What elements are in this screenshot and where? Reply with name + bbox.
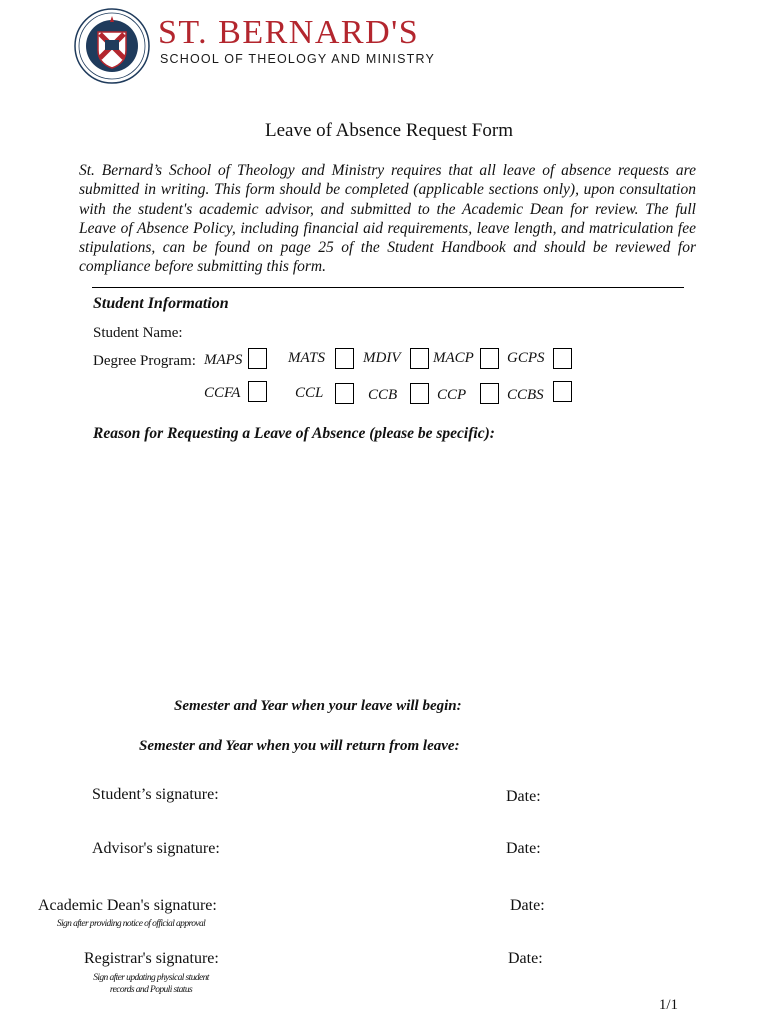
school-name: ST. BERNARD'S — [158, 14, 420, 51]
student-signature-label: Student’s signature: — [92, 786, 219, 803]
reason-heading: Reason for Requesting a Leave of Absence (please be specific): — [93, 425, 495, 442]
degree-program-label: Degree Program: — [93, 353, 196, 369]
checkbox-mats[interactable] — [335, 348, 354, 369]
intro-paragraph: St. Bernard’s School of Theology and Ministry requires that all leave of absence requests are submitted in writing. This form should be completed (applicable sections only), upon consultation with the student's academic advisor, and submitted to the Academic Dean for review. The full Leave of Absence Policy, including financial aid requirements, leave length, and matriculation fee stipulations, can be found on page 25 of the Student Handbook and should be reviewed for compliance before submitting this form. — [79, 162, 696, 276]
program-label-mats: MATS — [288, 350, 325, 366]
divider — [92, 287, 684, 288]
checkbox-ccfa[interactable] — [248, 381, 267, 402]
form-title: Leave of Absence Request Form — [265, 120, 513, 141]
checkbox-macp[interactable] — [480, 348, 499, 369]
program-label-ccbs: CCBS — [507, 387, 544, 403]
school-subtitle: SCHOOL OF THEOLOGY AND MINISTRY — [160, 52, 435, 66]
student-info-heading: Student Information — [93, 295, 229, 312]
registrar-note-line-2: records and Populi status — [109, 985, 193, 995]
registrar-note-line-1: Sign after updating physical student — [93, 973, 209, 983]
checkbox-ccb[interactable] — [410, 383, 429, 404]
program-label-gcps: GCPS — [507, 350, 545, 366]
program-label-ccl: CCL — [295, 385, 324, 401]
checkbox-mdiv[interactable] — [410, 348, 429, 369]
program-label-ccb: CCB — [368, 387, 398, 403]
checkbox-ccbs[interactable] — [553, 381, 572, 402]
seal-logo — [74, 8, 150, 84]
student-date-label: Date: — [506, 788, 541, 805]
advisor-date-label: Date: — [506, 840, 541, 857]
registrar-signature-note — [84, 972, 218, 996]
program-label-mdiv: MDIV — [363, 350, 401, 366]
semester-begin-label: Semester and Year when your leave will begin: — [174, 698, 462, 714]
dean-date-label: Date: — [510, 897, 545, 914]
checkbox-gcps[interactable] — [553, 348, 572, 369]
dean-signature-note: Sign after providing notice of official approval — [56, 919, 206, 929]
dean-signature-label: Academic Dean's signature: — [38, 897, 217, 914]
advisor-signature-label: Advisor's signature: — [92, 840, 220, 857]
checkbox-ccp[interactable] — [480, 383, 499, 404]
checkbox-maps[interactable] — [248, 348, 267, 369]
program-label-ccp: CCP — [437, 387, 467, 403]
semester-return-label: Semester and Year when you will return from leave: — [139, 738, 460, 754]
checkbox-ccl[interactable] — [335, 383, 354, 404]
program-label-ccfa: CCFA — [204, 385, 241, 401]
registrar-date-label: Date: — [508, 950, 543, 967]
page-number: 1/1 — [658, 997, 678, 1013]
student-name-label: Student Name: — [93, 325, 183, 341]
program-label-macp: MACP — [433, 350, 474, 366]
registrar-signature-label: Registrar's signature: — [84, 950, 219, 967]
program-label-maps: MAPS — [204, 352, 243, 368]
